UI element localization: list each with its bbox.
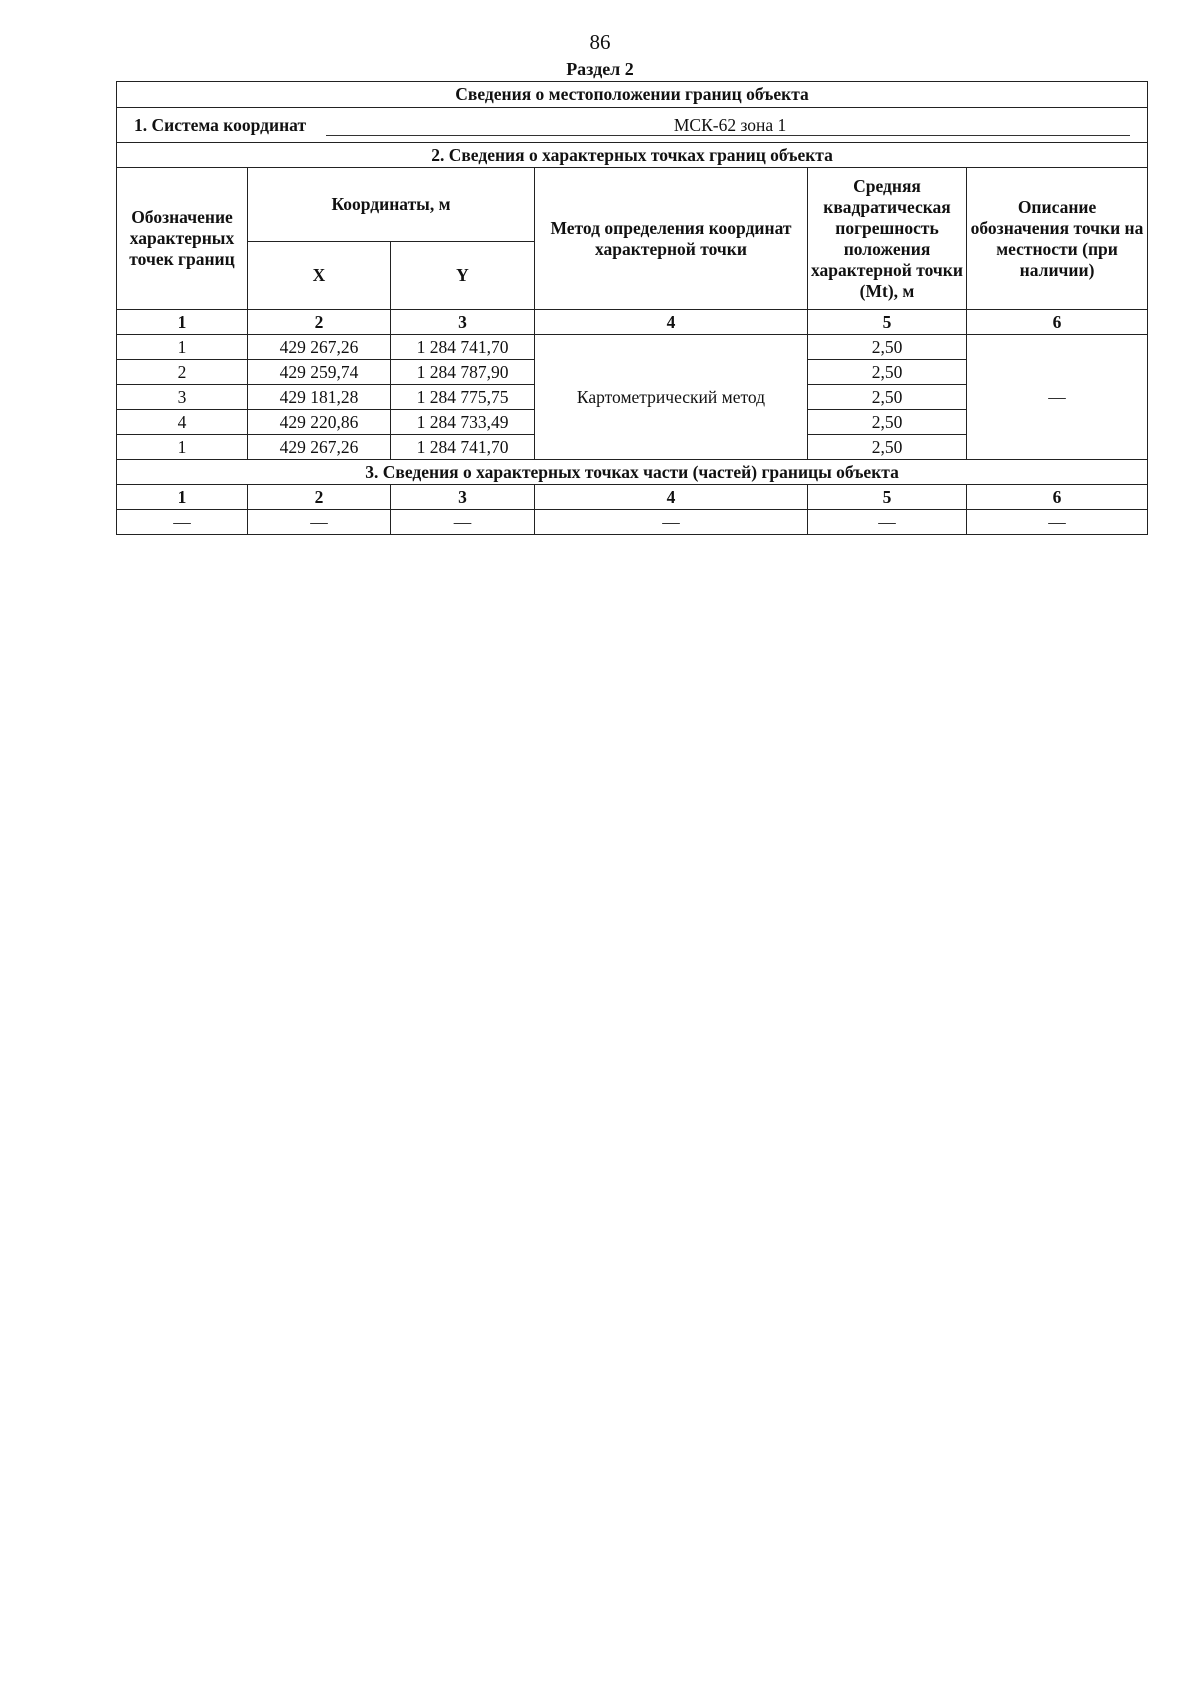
points-section-title: 2. Сведения о характерных точках границ объекта	[117, 143, 1148, 168]
header-x: X	[248, 242, 391, 310]
boundary-table	[116, 81, 1148, 535]
column-number: 3	[391, 310, 535, 335]
header-coordinates: Координаты, м	[248, 168, 535, 242]
parts-column-number: 4	[535, 485, 808, 510]
parts-cell: —	[248, 510, 391, 535]
parts-row	[117, 510, 1148, 535]
point-y: 1 284 741,70	[391, 435, 535, 460]
point-error: 2,50	[808, 385, 967, 410]
header-point-designation: Обозначение характерных точек границ	[117, 168, 248, 310]
parts-cell: —	[967, 510, 1148, 535]
parts-column-number: 1	[117, 485, 248, 510]
table-title: Сведения о местоположении границ объекта	[117, 82, 1148, 108]
point-y: 1 284 787,90	[391, 360, 535, 385]
point-error: 2,50	[808, 335, 967, 360]
header-y: Y	[391, 242, 535, 310]
method-cell: Картометрический метод	[535, 335, 808, 460]
column-number: 4	[535, 310, 808, 335]
point-error: 2,50	[808, 410, 967, 435]
parts-section-title: 3. Сведения о характерных точках части (частей) границы объекта	[117, 460, 1148, 485]
point-x: 429 220,86	[248, 410, 391, 435]
point-id: 2	[117, 360, 248, 385]
column-number: 6	[967, 310, 1148, 335]
parts-column-number: 3	[391, 485, 535, 510]
column-number: 2	[248, 310, 391, 335]
header-error: Средняя квадратическая погрешность положения характерной точки (Mt), м	[808, 168, 967, 310]
point-y: 1 284 741,70	[391, 335, 535, 360]
parts-column-number: 2	[248, 485, 391, 510]
parts-cell: —	[808, 510, 967, 535]
parts-cell: —	[535, 510, 808, 535]
parts-cell: —	[117, 510, 248, 535]
point-x: 429 267,26	[248, 335, 391, 360]
header-method: Метод определения координат характерной точки	[535, 168, 808, 310]
point-id: 3	[117, 385, 248, 410]
point-x: 429 259,74	[248, 360, 391, 385]
point-error: 2,50	[808, 435, 967, 460]
point-id: 1	[117, 335, 248, 360]
point-id: 1	[117, 435, 248, 460]
point-x: 429 181,28	[248, 385, 391, 410]
description-cell: —	[967, 335, 1148, 460]
point-y: 1 284 775,75	[391, 385, 535, 410]
point-y: 1 284 733,49	[391, 410, 535, 435]
parts-cell: —	[391, 510, 535, 535]
column-number: 5	[808, 310, 967, 335]
point-error: 2,50	[808, 360, 967, 385]
table-row	[117, 335, 1148, 360]
point-id: 4	[117, 410, 248, 435]
column-number: 1	[117, 310, 248, 335]
coordinate-system-value: МСК-62 зона 1	[326, 115, 1130, 136]
coordinate-system-label: 1. Система координат	[134, 114, 307, 135]
header-description: Описание обозначения точки на местности (при наличии)	[967, 168, 1148, 310]
coordinate-system-row	[117, 108, 1148, 143]
parts-column-number: 5	[808, 485, 967, 510]
page-number: 86	[589, 30, 611, 54]
point-x: 429 267,26	[248, 435, 391, 460]
parts-column-number: 6	[967, 485, 1148, 510]
section-title: Раздел 2	[566, 59, 634, 79]
